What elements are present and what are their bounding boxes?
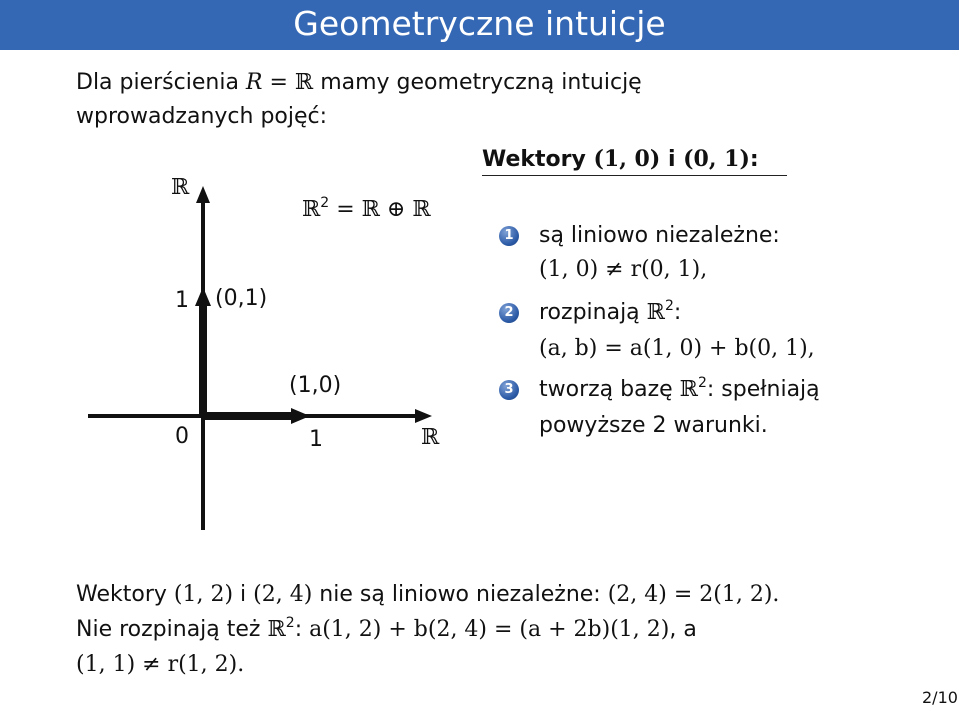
- intro-line-2: wprowadzanych pojęć:: [76, 104, 328, 129]
- item-1-text: są liniowo niezależne:: [539, 223, 780, 248]
- item-number-1: 1: [499, 226, 519, 246]
- x-tick-1: 1: [309, 427, 323, 452]
- item-3-text-line-2: powyższe 2 warunki.: [539, 413, 768, 438]
- y-tick-1: 1: [175, 288, 189, 313]
- item-number-3: 3: [499, 380, 519, 400]
- x-axis-label: ℝ: [421, 425, 440, 450]
- slide-title: Geometryczne intuicje: [293, 4, 666, 43]
- page-number: 2/10: [922, 688, 958, 707]
- item-number-2: 2: [499, 303, 519, 323]
- bottom-line-1: Wektory (1, 2) i (2, 4) nie są liniowo niezależne: (2, 4) = 2(1, 2).: [76, 582, 780, 607]
- y-axis-label: ℝ: [171, 175, 190, 200]
- vector-10-label: (1,0): [289, 373, 342, 398]
- block-title: Wektory (1, 0) i (0, 1):: [482, 143, 787, 176]
- r2-decomposition-formula: ℝ$^2$ = ℝ ⊕ ℝ: [302, 195, 431, 222]
- x-axis-arrowhead: [415, 409, 432, 423]
- item-2-formula: (a, b) = a(1, 0) + b(0, 1),: [539, 336, 815, 361]
- item-1-formula: (1, 0) ≠ r(0, 1),: [539, 257, 708, 282]
- y-axis-arrowhead: [196, 186, 210, 203]
- bottom-line-2: Nie rozpinają też ℝ$^2$: a(1, 2) + b(2, 4) = (a + 2b)(1, 2), a: [76, 615, 697, 642]
- bottom-line-3: (1, 1) ≠ r(1, 2).: [76, 652, 245, 677]
- vector-01-arrowhead: [195, 287, 211, 306]
- origin-label: 0: [175, 424, 189, 449]
- vector-10-arrowhead: [291, 408, 310, 424]
- item-3-text: tworzą bazę ℝ$^2$: spełniają: [539, 375, 820, 402]
- vector-01-label: (0,1): [215, 286, 268, 311]
- item-2-text: rozpinają ℝ$^2$:: [539, 298, 682, 325]
- intro-line-1: Dla pierścienia R = ℝ mamy geometryczną intuicję: [76, 70, 642, 95]
